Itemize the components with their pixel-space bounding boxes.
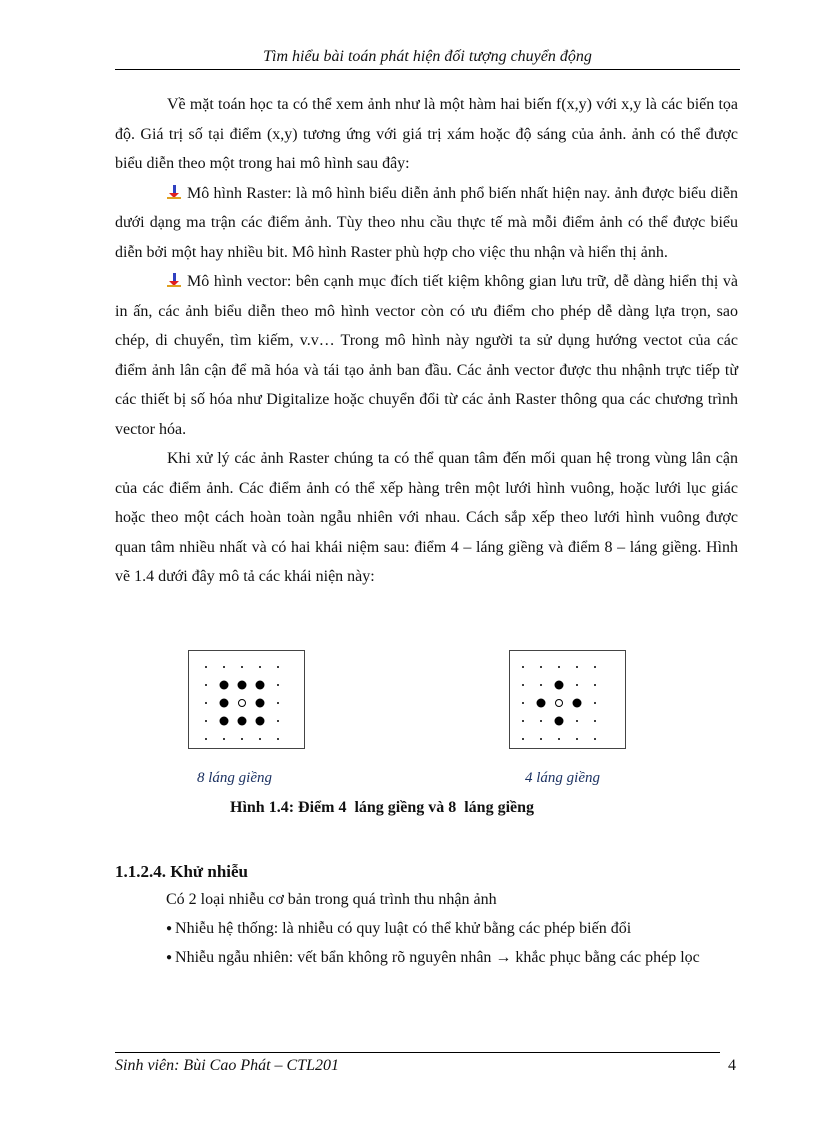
grid-4-neighbors-diagram bbox=[510, 651, 625, 748]
bullet-dot-icon: ● bbox=[166, 923, 173, 934]
section-heading: 1.1.2.4. Khử nhiễu bbox=[115, 862, 249, 881]
body-text bbox=[115, 90, 738, 592]
footer-rule bbox=[115, 1052, 720, 1053]
section-intro: Có 2 loại nhiễu cơ bản trong quá trình thu nhận ảnh bbox=[166, 891, 497, 908]
bullet-vector-text: Mô hình vector: bên cạnh mục đích tiết kiệm không gian lưu trữ, dễ dàng hiển thị và in ấn, các ảnh biểu diễn theo mô hình vector còn có ưu điểm cho phép dễ dàng lựa trọn, sao chép, di chuyển, tìm kiếm, v.v… Trong mô hình này người ta sử dụng hướng vectot của các điểm ảnh lân cận để mã hóa và tái tạo ảnh ban đầu. Các ảnh vector được thu nhậnh trực tiếp từ các thiết bị số hóa như Digitalize hoặc chuyển đổi từ các ảnh Raster thông qua các chương trình vector hóa. bbox=[115, 273, 738, 438]
label-4-neighbors: 4 láng giềng bbox=[525, 770, 600, 786]
bullet-vector bbox=[115, 267, 738, 444]
label-8-neighbors: 8 láng giềng bbox=[197, 770, 272, 786]
figure-8-neighbors bbox=[188, 650, 305, 749]
running-header: Tìm hiểu bài toán phát hiện đối tượng chuyển động bbox=[263, 48, 592, 65]
bullet-raster bbox=[115, 179, 738, 268]
page-number: 4 bbox=[728, 1057, 736, 1074]
bullet-raster-text: Mô hình Raster: là mô hình biểu diễn ảnh phổ biến nhất hiện nay. ảnh được biểu diễn dưới dạng ma trận các điểm ảnh. Tùy theo nhu cầu thực tế mà mỗi điểm ảnh có thể được biểu diễn bởi một hay nhiều bit. Mô hình Raster phù hợp cho việc thu nhận và hiển thị ảnh. bbox=[115, 184, 738, 261]
arrow-down-bullet-icon bbox=[167, 273, 181, 287]
bullet-random-noise-text: Nhiễu ngẫu nhiên: vết bẩn không rõ nguyên nhân → khắc phục bằng các phép lọc bbox=[175, 949, 700, 966]
bullet-system-noise-text: Nhiễu hệ thống: là nhiễu có quy luật có thể khử bằng các phép biến đổi bbox=[175, 920, 632, 937]
figure-caption: Hình 1.4: Điểm 4 láng giềng và 8 láng giềng bbox=[230, 799, 535, 816]
bullet-system-noise bbox=[115, 919, 738, 939]
paragraph-neighbors: Khi xử lý các ảnh Raster chúng ta có thể quan tâm đến mối quan hệ trong vùng lân cận của các điểm ảnh. Các điểm ảnh có thể xếp hàng trên một lưới hình vuông, hoặc lưới lục giác hoặc theo một cách hoàn toàn ngẫu nhiên với nhau. Cách sắp xếp theo lưới hình vuông được quan tâm nhiều nhất và có hai khái niệm sau: điểm 4 – láng giềng và điểm 8 – láng giềng. Hình vẽ 1.4 dưới đây mô tả các khái niện này: bbox=[115, 450, 738, 585]
paragraph-intro: Về mặt toán học ta có thể xem ảnh như là một hàm hai biến f(x,y) với x,y là các biến tọa độ. Giá trị số tại điểm (x,y) tương ứng với giá trị xám hoặc độ sáng của ảnh. ảnh có thể được biểu diễn theo một trong hai mô hình sau đây: bbox=[115, 96, 738, 172]
grid-8-neighbors-diagram bbox=[189, 651, 304, 748]
bullet-dot-icon: ● bbox=[166, 952, 173, 963]
bullet-random-noise bbox=[115, 948, 738, 968]
header-rule bbox=[115, 69, 740, 70]
arrow-down-bullet-icon bbox=[167, 185, 181, 199]
section-body bbox=[115, 890, 738, 977]
figure-4-neighbors bbox=[509, 650, 626, 749]
footer-author: Sinh viên: Bùi Cao Phát – CTL201 bbox=[115, 1057, 339, 1074]
